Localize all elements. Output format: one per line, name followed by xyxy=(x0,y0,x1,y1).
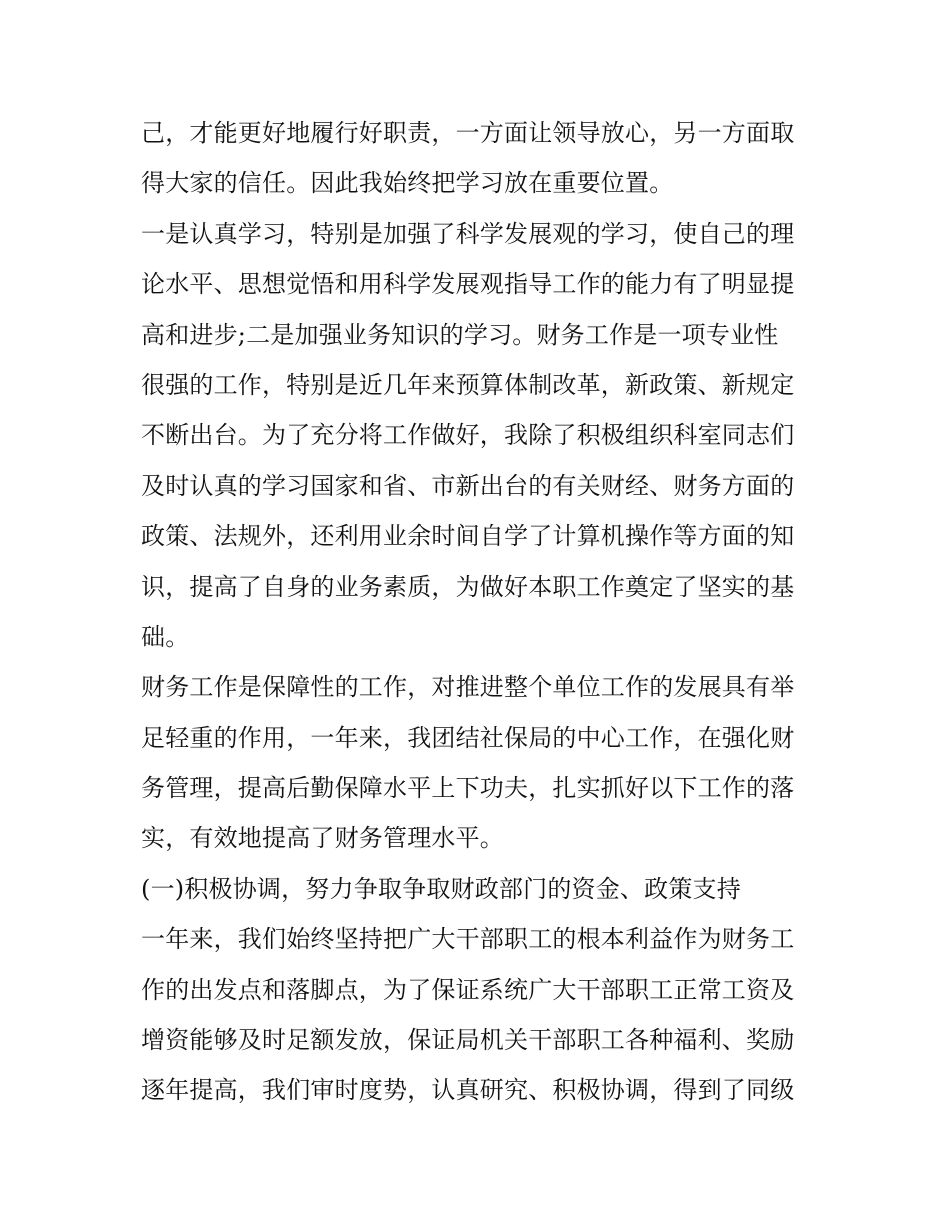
text-line: 及时认真的学习国家和省、市新出台的有关财经、财务方面的 xyxy=(141,471,795,500)
text-line: 作的出发点和落脚点，为了保证系统广大干部职工正常工资及 xyxy=(141,975,795,1004)
text-line: 得大家的信任。因此我始终把学习放在重要位置。 xyxy=(141,169,674,198)
section-heading: (一)积极协调，努力争取争取财政部门的资金、政策支持 xyxy=(141,874,741,903)
text-line: 增资能够及时足额发放，保证局机关干部职工各种福利、奖励 xyxy=(141,1026,795,1055)
document-body xyxy=(141,108,821,1116)
text-line: 逐年提高，我们审时度势，认真研究、积极协调，得到了同级 xyxy=(141,1076,795,1105)
text-line: 实，有效地提高了财务管理水平。 xyxy=(141,824,504,853)
text-line: 一年来，我们始终坚持把广大干部职工的根本利益作为财务工 xyxy=(141,925,795,954)
text-line: 足轻重的作用，一年来，我团结社保局的中心工作，在强化财 xyxy=(141,723,795,752)
text-line: 政策、法规外，还利用业余时间自学了计算机操作等方面的知 xyxy=(141,522,795,551)
text-line: 财务工作是保障性的工作，对推进整个单位工作的发展具有举 xyxy=(141,673,795,702)
text-line: 识，提高了自身的业务素质，为做好本职工作奠定了坚实的基 xyxy=(141,572,795,601)
text-line: 己，才能更好地履行好职责，一方面让领导放心，另一方面取 xyxy=(141,119,795,147)
text-line: 一是认真学习，特别是加强了科学发展观的学习，使自己的理 xyxy=(141,219,795,248)
text-line: 高和进步;二是加强业务知识的学习。财务工作是一项专业性 xyxy=(141,320,779,349)
text-line: 不断出台。为了充分将工作做好，我除了积极组织科室同志们 xyxy=(141,421,795,450)
text-line: 论水平、思想觉悟和用科学发展观指导工作的能力有了明显提 xyxy=(141,270,795,299)
text-line: 很强的工作，特别是近几年来预算体制改革，新政策、新规定 xyxy=(141,370,795,399)
text-line: 础。 xyxy=(141,622,190,651)
text-line: 务管理，提高后勤保障水平上下功夫，扎实抓好以下工作的落 xyxy=(141,774,795,803)
